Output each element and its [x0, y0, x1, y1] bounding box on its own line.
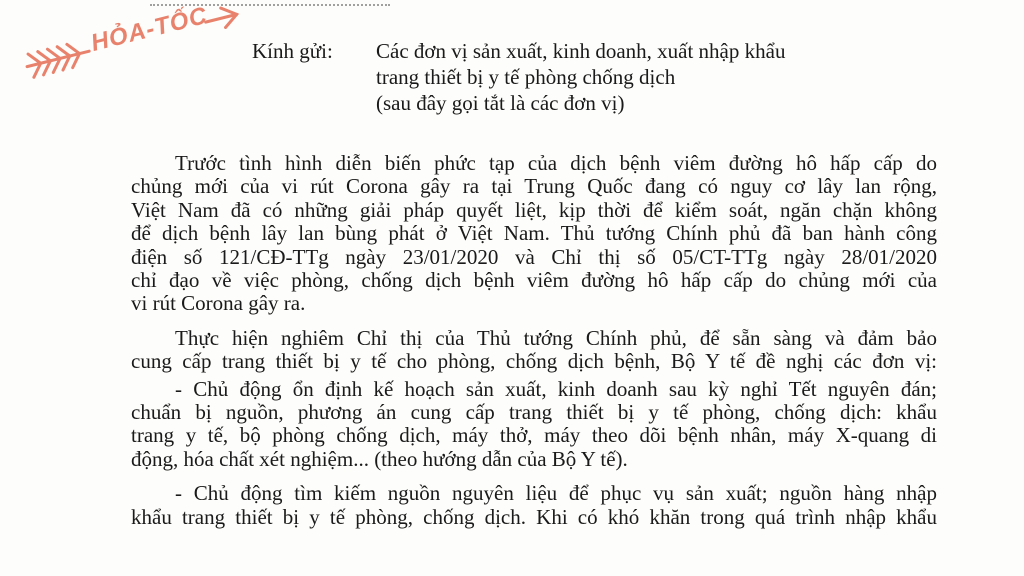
- urgent-stamp: [11, 0, 256, 115]
- recipient-line: (sau đây gọi tắt là các đơn vị): [376, 91, 625, 115]
- text-line: động, hóa chất xét nghiệm... (theo hướng dẫn của Bộ Y tế).: [131, 446, 628, 471]
- text-line: - Chủ động tìm kiếm nguồn nguyên liệu để phục vụ sản xuất; nguồn hàng nhập: [175, 481, 937, 506]
- text-line: cung cấp trang thiết bị y tế cho phòng, chống dịch bệnh, Bộ Y tế đề nghị các đơn vị:: [131, 349, 937, 374]
- text-line: Trước tình hình diễn biến phức tạp của dịch bệnh viêm đường hô hấp cấp do: [175, 151, 937, 175]
- text-line: chủng mới của vi rút Corona gây ra tại Trung Quốc đang có nguy cơ lây lan rộng,: [131, 174, 937, 199]
- text-line: để dịch bệnh lây lan bùng phát ở Việt Nam. Thủ tướng Chính phủ đã ban hành công: [131, 221, 937, 246]
- text-line: Việt Nam đã có những giải pháp quyết liệt, kịp thời để kiểm soát, ngăn chặn không: [131, 197, 937, 222]
- recipient-line: trang thiết bị y tế phòng chống dịch: [376, 65, 676, 89]
- text-line: vi rút Corona gây ra.: [131, 291, 306, 316]
- recipients-block: [376, 38, 785, 116]
- text-line: Thực hiện nghiêm Chỉ thị của Thủ tướng Chính phủ, để sẵn sàng và đảm bảo: [175, 325, 937, 350]
- arrow-icon: [11, 0, 256, 115]
- salutation-label: Kính gửi:: [252, 39, 333, 63]
- document-body: [131, 152, 937, 529]
- urgent-stamp-text: HỎA-TỐC: [88, 1, 211, 57]
- text-line: chuẩn bị nguồn, phương án cung cấp trang thiết bị y tế phòng, chống dịch: khẩu: [131, 400, 937, 425]
- paragraph-request: [131, 327, 937, 374]
- text-line: trang y tế, bộ phòng chống dịch, máy thở, máy theo dõi bệnh nhân, máy X-quang di: [131, 423, 937, 448]
- paragraph-item-1: [131, 378, 937, 472]
- recipient-line: Các đơn vị sản xuất, kinh doanh, xuất nhập khẩu: [376, 39, 786, 63]
- paragraph-context: [131, 152, 937, 316]
- text-line: chỉ đạo về việc phòng, chống dịch bệnh viêm đường hô hấp cấp do chủng mới của: [131, 268, 937, 293]
- paragraph-item-2: [131, 482, 937, 529]
- text-line: điện số 121/CĐ-TTg ngày 23/01/2020 và Chỉ thị số 05/CT-TTg ngày 28/01/2020: [131, 244, 937, 269]
- text-line: khẩu trang thiết bị y tế phòng, chống dịch. Khi có khó khăn trong quá trình nhập khẩu: [131, 504, 937, 529]
- text-line: - Chủ động ổn định kế hoạch sản xuất, kinh doanh sau kỳ nghỉ Tết nguyên đán;: [175, 376, 937, 401]
